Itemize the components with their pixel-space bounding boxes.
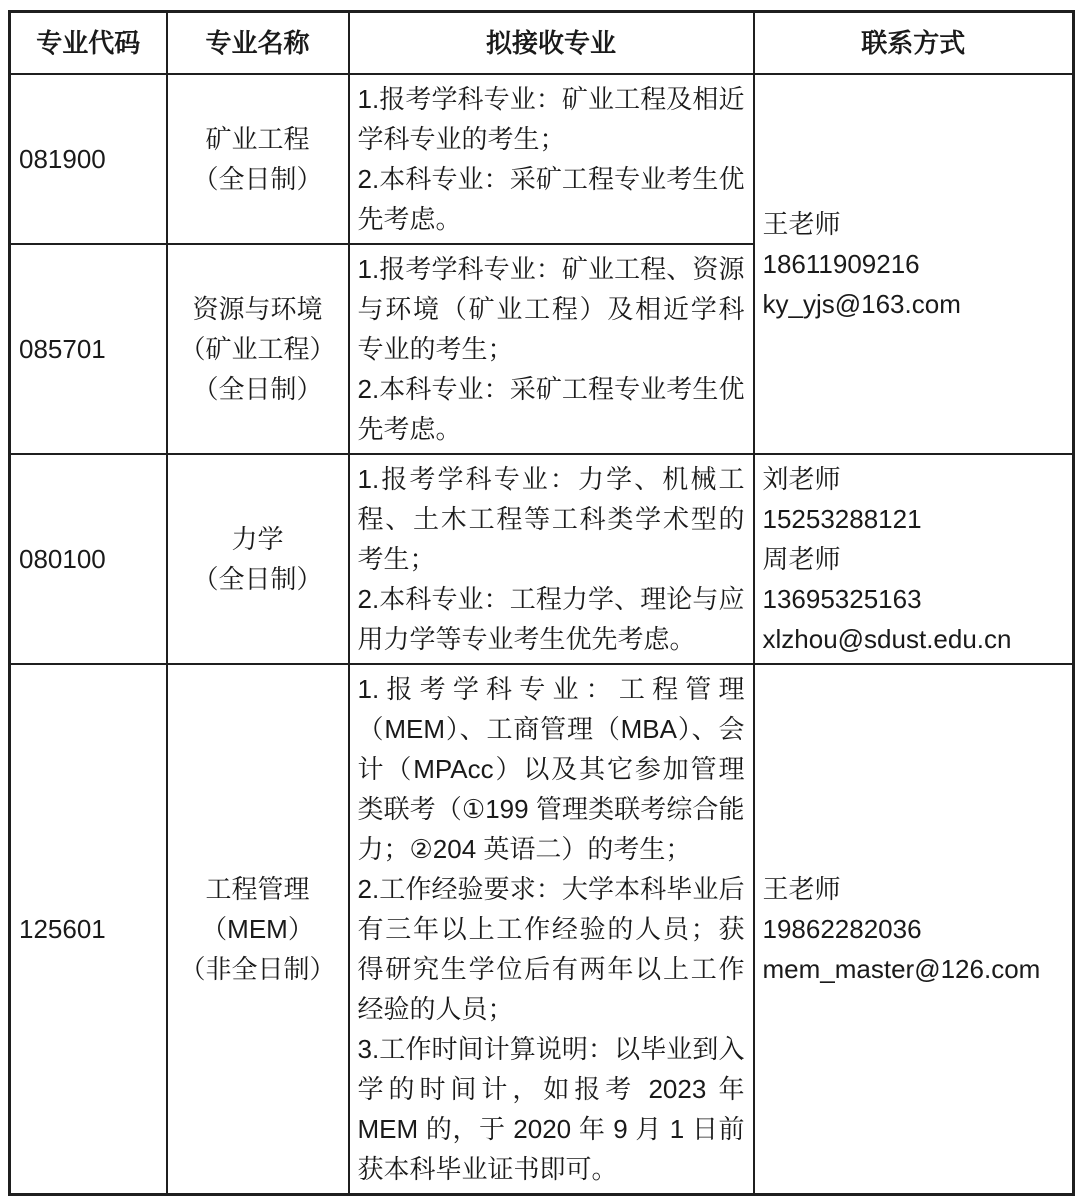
- major-code: 081900: [10, 74, 167, 244]
- admissions-table-page: [8, 10, 1072, 1196]
- header-major-code: 专业代码: [10, 12, 167, 74]
- contact-info: 王老师 19862282036 mem_master@126.com: [754, 664, 1074, 1195]
- major-name: 力学 （全日制）: [167, 454, 349, 664]
- major-code: 080100: [10, 454, 167, 664]
- major-code: 085701: [10, 244, 167, 454]
- table-row-mining-engineering: [10, 74, 1074, 244]
- major-code: 125601: [10, 664, 167, 1195]
- header-contact-info: 联系方式: [754, 12, 1074, 74]
- accepted-majors-text: 1.报考学科专业：矿业工程、资源与环境（矿业工程）及相近学科专业的考生； 2.本科专业：采矿工程专业考生优先考虑。: [349, 244, 754, 454]
- accepted-majors-text: 1.报考学科专业：工程管理（MEM）、工商管理（MBA）、会计（MPAcc）以及其它参加管理类联考（①199 管理类联考综合能力；②204 英语二）的考生； 2.工作经验要求：大学本科毕业后有三年以上工作经验的人员；获得研究生学位后有两年以上工作经验的人员； 3.工作时间计算说明：以毕业到入学的时间计，如报考 2023 年 MEM 的，于 2020 年 9 月 1 日前获本科毕业证书即可。: [349, 664, 754, 1195]
- header-row: [10, 12, 1074, 74]
- contact-info: 刘老师 15253288121 周老师 13695325163 xlzhou@sdust.edu.cn: [754, 454, 1074, 664]
- accepted-majors-text: 1.报考学科专业：力学、机械工程、土木工程等工科类学术型的考生； 2.本科专业：工程力学、理论与应用力学等专业考生优先考虑。: [349, 454, 754, 664]
- major-name: 工程管理 （MEM） （非全日制）: [167, 664, 349, 1195]
- accepted-majors-text: 1.报考学科专业：矿业工程及相近学科专业的考生； 2.本科专业：采矿工程专业考生优先考虑。: [349, 74, 754, 244]
- contact-info: 王老师 18611909216 ky_yjs@163.com: [754, 74, 1074, 454]
- table-row-engineering-management: [10, 664, 1074, 1195]
- major-name: 矿业工程 （全日制）: [167, 74, 349, 244]
- admissions-table: [8, 10, 1075, 1196]
- header-major-name: 专业名称: [167, 12, 349, 74]
- major-name: 资源与环境 （矿业工程） （全日制）: [167, 244, 349, 454]
- header-accepted-majors: 拟接收专业: [349, 12, 754, 74]
- table-row-mechanics: [10, 454, 1074, 664]
